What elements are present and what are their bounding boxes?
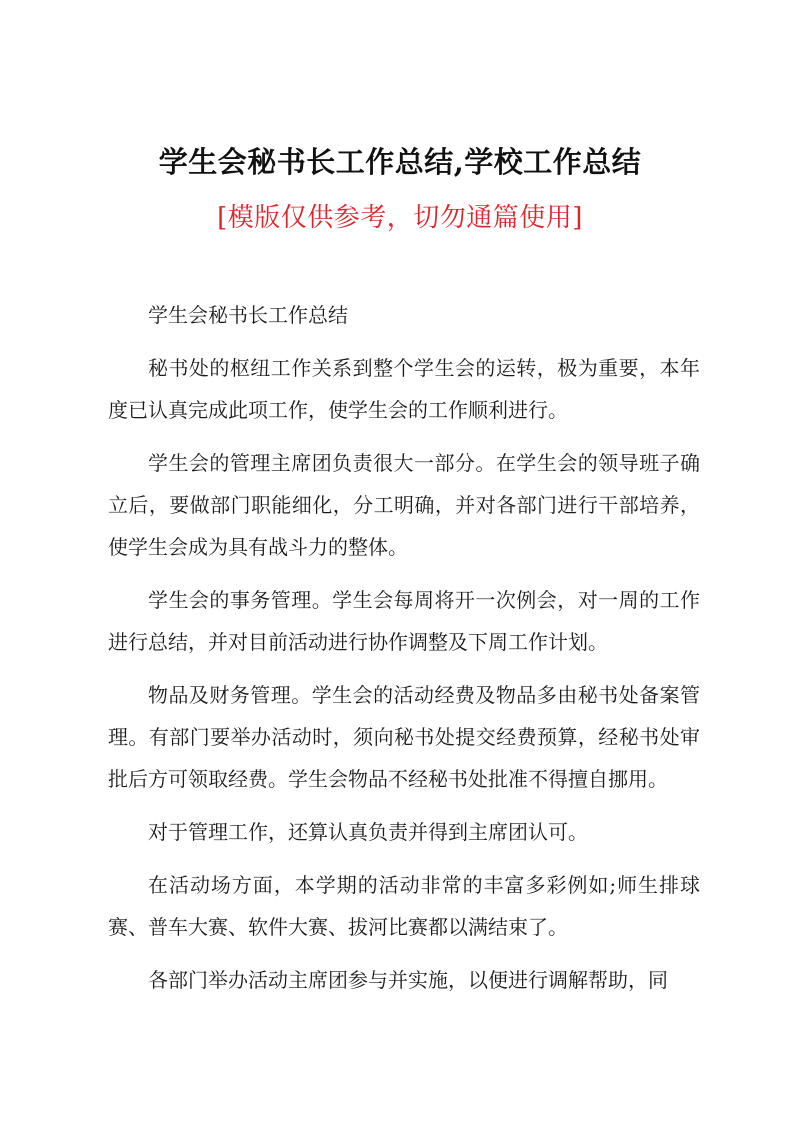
paragraph: 物品及财务管理。学生会的活动经费及物品多由秘书处备案管理。有部门要举办活动时，须向秘书处提交经费预算，经秘书处审批后方可领取经费。学生会物品不经秘书处批准不得擅自挪用。	[108, 683, 700, 791]
paragraph: 对于管理工作，还算认真负责并得到主席团认可。	[148, 820, 588, 844]
paragraph: 各部门举办活动主席团参与并实施，以便进行调解帮助，同	[148, 968, 668, 992]
paragraph: 学生会的事务管理。学生会每周将开一次例会，对一周的工作进行总结，并对目前活动进行协作调整及下周工作计划。	[108, 588, 700, 654]
document-body	[108, 294, 700, 1012]
paragraph: 秘书处的枢纽工作关系到整个学生会的运转，极为重要，本年度已认真完成此项工作，使学生会的工作顺利进行。	[108, 356, 700, 422]
paragraph: 在活动场方面，本学期的活动非常的丰富多彩例如;师生排球赛、普车大赛、软件大赛、拔河比赛都以满结束了。	[108, 873, 700, 939]
template-notice: [模版仅供参考，切勿通篇使用]	[217, 203, 583, 233]
section-heading: 学生会秘书长工作总结	[148, 303, 348, 327]
document-title: 学生会秘书长工作总结,学校工作总结	[158, 145, 642, 179]
paragraph: 学生会的管理主席团负责很大一部分。在学生会的领导班子确立后，要做部门职能细化，分工明确，并对各部门进行干部培养，使学生会成为具有战斗力的整体。	[108, 451, 700, 559]
